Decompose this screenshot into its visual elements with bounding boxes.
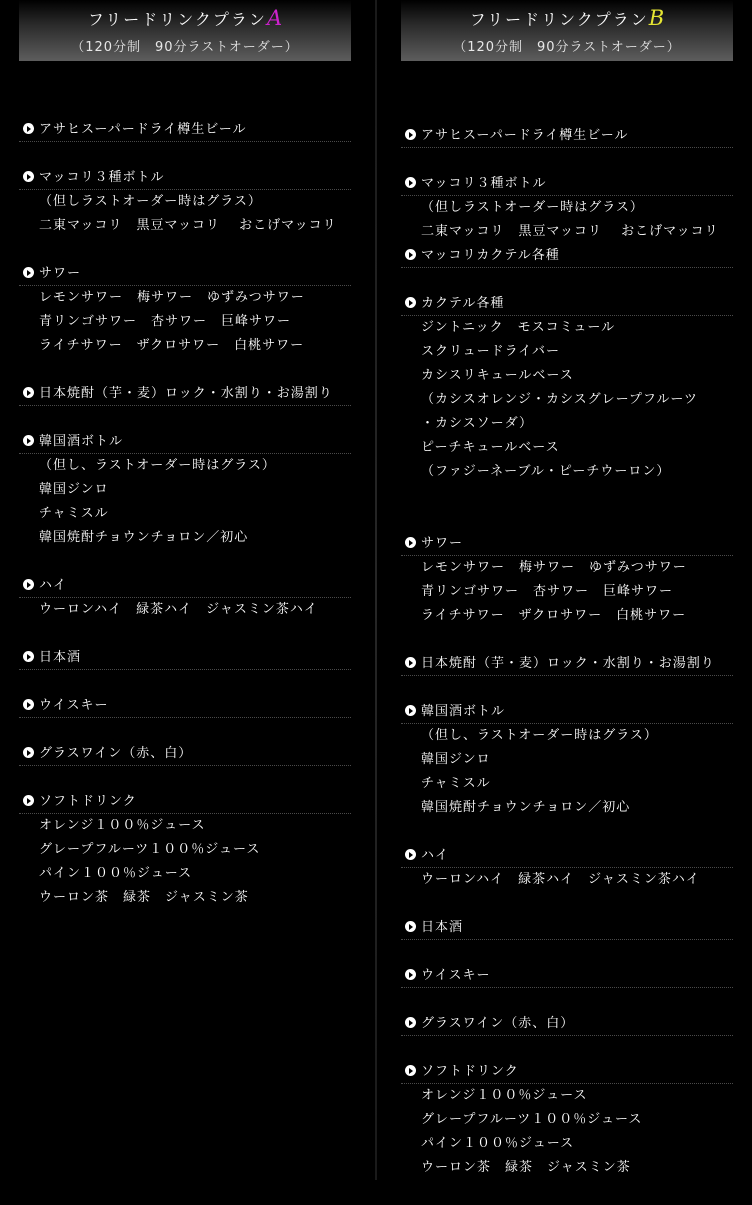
play-bullet-icon (405, 657, 416, 668)
drink-item: パイン１００％ジュース (421, 1136, 575, 1151)
category-heading (23, 745, 351, 763)
play-bullet-icon (23, 795, 34, 806)
category-label: サワー (39, 266, 82, 281)
play-bullet-icon (405, 921, 416, 932)
category-separator (401, 147, 733, 148)
category-separator (401, 675, 733, 676)
category-heading (23, 265, 351, 283)
play-bullet-icon (405, 297, 416, 308)
category-heading (405, 1063, 733, 1081)
play-bullet-icon (405, 249, 416, 260)
play-bullet-icon (405, 129, 416, 140)
category-label: マッコリカクテル各種 (421, 248, 560, 263)
plan-b-column (401, 0, 733, 1175)
drink-item: ウーロンハイ 緑茶ハイ ジャスミン茶ハイ (421, 872, 700, 887)
drink-item: （但し、ラストオーダー時はグラス） (39, 458, 276, 473)
category-heading (23, 385, 351, 403)
category-heading (405, 295, 733, 313)
category-label: サワー (421, 536, 464, 551)
category-label: 日本酒 (421, 920, 464, 935)
category-heading (23, 577, 351, 595)
column-divider (375, 0, 377, 1180)
drink-item: 二東マッコリ 黒豆マッコリ おこげマッコリ (39, 218, 337, 233)
category-label: 韓国酒ボトル (39, 434, 124, 449)
category-separator (19, 141, 351, 142)
category-heading (23, 649, 351, 667)
drink-item: 韓国焼酎チョウンチョロン／初心 (421, 800, 631, 815)
category-label: ハイ (421, 848, 450, 863)
category-separator (401, 723, 733, 724)
plan-b-title-text: フリードリンクプラン (469, 10, 649, 29)
category-separator (401, 939, 733, 940)
category-separator (19, 813, 351, 814)
category-heading (405, 127, 733, 145)
drink-item: ウーロン茶 緑茶 ジャスミン茶 (421, 1160, 631, 1175)
drink-item: レモンサワー 梅サワー ゆずみつサワー (421, 560, 687, 575)
category-heading (23, 169, 351, 187)
drink-item: ウーロンハイ 緑茶ハイ ジャスミン茶ハイ (39, 602, 318, 617)
play-bullet-icon (23, 579, 34, 590)
category-heading (405, 535, 733, 553)
category-label: アサヒスーパードライ樽生ビール (421, 128, 629, 143)
category-label: グラスワイン（赤、白） (39, 746, 193, 761)
category-heading (405, 1015, 733, 1033)
drink-item: グレープフルーツ１００％ジュース (421, 1112, 643, 1127)
category-label: 日本焼酎（芋・麦）ロック・水割り・お湯割り (421, 656, 715, 671)
drink-item: ライチサワー ザクロサワー 白桃サワー (421, 608, 687, 623)
drink-item: 青リンゴサワー 杏サワー 巨峰サワー (39, 314, 292, 329)
drink-item: ウーロン茶 緑茶 ジャスミン茶 (39, 890, 249, 905)
drink-item: カシスリキュールベース (421, 368, 574, 383)
category-separator (401, 555, 733, 556)
play-bullet-icon (405, 1065, 416, 1076)
category-separator (19, 717, 351, 718)
category-separator (401, 267, 733, 268)
drink-item: ジントニック モスコミュール (421, 320, 616, 335)
category-heading (23, 433, 351, 451)
category-separator (401, 1083, 733, 1084)
plan-a-column (19, 0, 351, 905)
category-label: ソフトドリンク (421, 1064, 519, 1079)
category-separator (19, 453, 351, 454)
category-heading (405, 967, 733, 985)
drink-item: ピーチキュールベース (421, 440, 560, 455)
category-label: カクテル各種 (421, 296, 505, 311)
category-label: 日本酒 (39, 650, 82, 665)
category-heading (405, 175, 733, 193)
play-bullet-icon (23, 747, 34, 758)
drink-item: （但しラストオーダー時はグラス） (421, 200, 644, 215)
drink-item: オレンジ１００％ジュース (39, 818, 206, 833)
category-separator (19, 405, 351, 406)
category-separator (401, 195, 733, 196)
category-label: アサヒスーパードライ樽生ビール (39, 122, 247, 137)
category-heading (405, 655, 733, 673)
drink-item: 二東マッコリ 黒豆マッコリ おこげマッコリ (421, 224, 719, 239)
play-bullet-icon (23, 435, 34, 446)
plan-a-letter: A (266, 6, 283, 30)
category-label: グラスワイン（赤、白） (421, 1016, 575, 1031)
category-heading (405, 919, 733, 937)
play-bullet-icon (405, 177, 416, 188)
play-bullet-icon (405, 969, 416, 980)
drink-item: スクリュードライバー (421, 344, 560, 359)
category-label: ウイスキー (421, 968, 491, 983)
category-heading (405, 847, 733, 865)
category-heading (23, 121, 351, 139)
category-separator (19, 189, 351, 190)
category-separator (401, 315, 733, 316)
drink-item: パイン１００％ジュース (39, 866, 193, 881)
play-bullet-icon (23, 699, 34, 710)
play-bullet-icon (405, 705, 416, 716)
plan-a-subtitle: （120分制 90分ラストオーダー） (71, 40, 299, 55)
category-label: 韓国酒ボトル (421, 704, 506, 719)
drink-item: 韓国焼酎チョウンチョロン／初心 (39, 530, 249, 545)
category-label: ハイ (39, 578, 68, 593)
play-bullet-icon (23, 387, 34, 398)
drink-item: 韓国ジンロ (421, 752, 491, 767)
drink-item: レモンサワー 梅サワー ゆずみつサワー (39, 290, 305, 305)
category-heading (23, 697, 351, 715)
drink-item: ライチサワー ザクロサワー 白桃サワー (39, 338, 305, 353)
drink-item: （ファジーネーブル・ピーチウーロン） (421, 464, 671, 479)
category-label: 日本焼酎（芋・麦）ロック・水割り・お湯割り (39, 386, 333, 401)
category-heading (23, 793, 351, 811)
drink-item: オレンジ１００％ジュース (421, 1088, 588, 1103)
plan-b-title (401, 6, 733, 30)
play-bullet-icon (23, 267, 34, 278)
drink-item: チャミスル (39, 506, 109, 521)
category-separator (19, 597, 351, 598)
drink-item: チャミスル (421, 776, 491, 791)
category-separator (401, 867, 733, 868)
drink-item: グレープフルーツ１００％ジュース (39, 842, 261, 857)
drink-item: （但しラストオーダー時はグラス） (39, 194, 262, 209)
play-bullet-icon (405, 537, 416, 548)
play-bullet-icon (405, 849, 416, 860)
category-separator (401, 987, 733, 988)
plan-a-header (19, 0, 351, 61)
category-label: ウイスキー (39, 698, 109, 713)
category-separator (19, 285, 351, 286)
category-separator (401, 1035, 733, 1036)
category-separator (19, 669, 351, 670)
plan-b-letter: B (648, 6, 665, 30)
category-label: ソフトドリンク (39, 794, 137, 809)
drink-item: ・カシスソーダ） (421, 416, 534, 431)
play-bullet-icon (405, 1017, 416, 1028)
category-label: マッコリ３種ボトル (39, 170, 165, 185)
plan-b-subtitle: （120分制 90分ラストオーダー） (453, 40, 681, 55)
drink-item: 青リンゴサワー 杏サワー 巨峰サワー (421, 584, 674, 599)
drink-item: 韓国ジンロ (39, 482, 109, 497)
play-bullet-icon (23, 651, 34, 662)
category-heading (405, 703, 733, 721)
plan-a-title (19, 6, 351, 30)
play-bullet-icon (23, 171, 34, 182)
category-separator (19, 765, 351, 766)
drink-item: （但し、ラストオーダー時はグラス） (421, 728, 658, 743)
drink-item: （カシスオレンジ・カシスグレープフルーツ (421, 392, 698, 407)
plan-a-title-text: フリードリンクプラン (87, 10, 267, 29)
play-bullet-icon (23, 123, 34, 134)
category-heading (405, 247, 733, 265)
category-label: マッコリ３種ボトル (421, 176, 547, 191)
plan-b-header (401, 0, 733, 61)
